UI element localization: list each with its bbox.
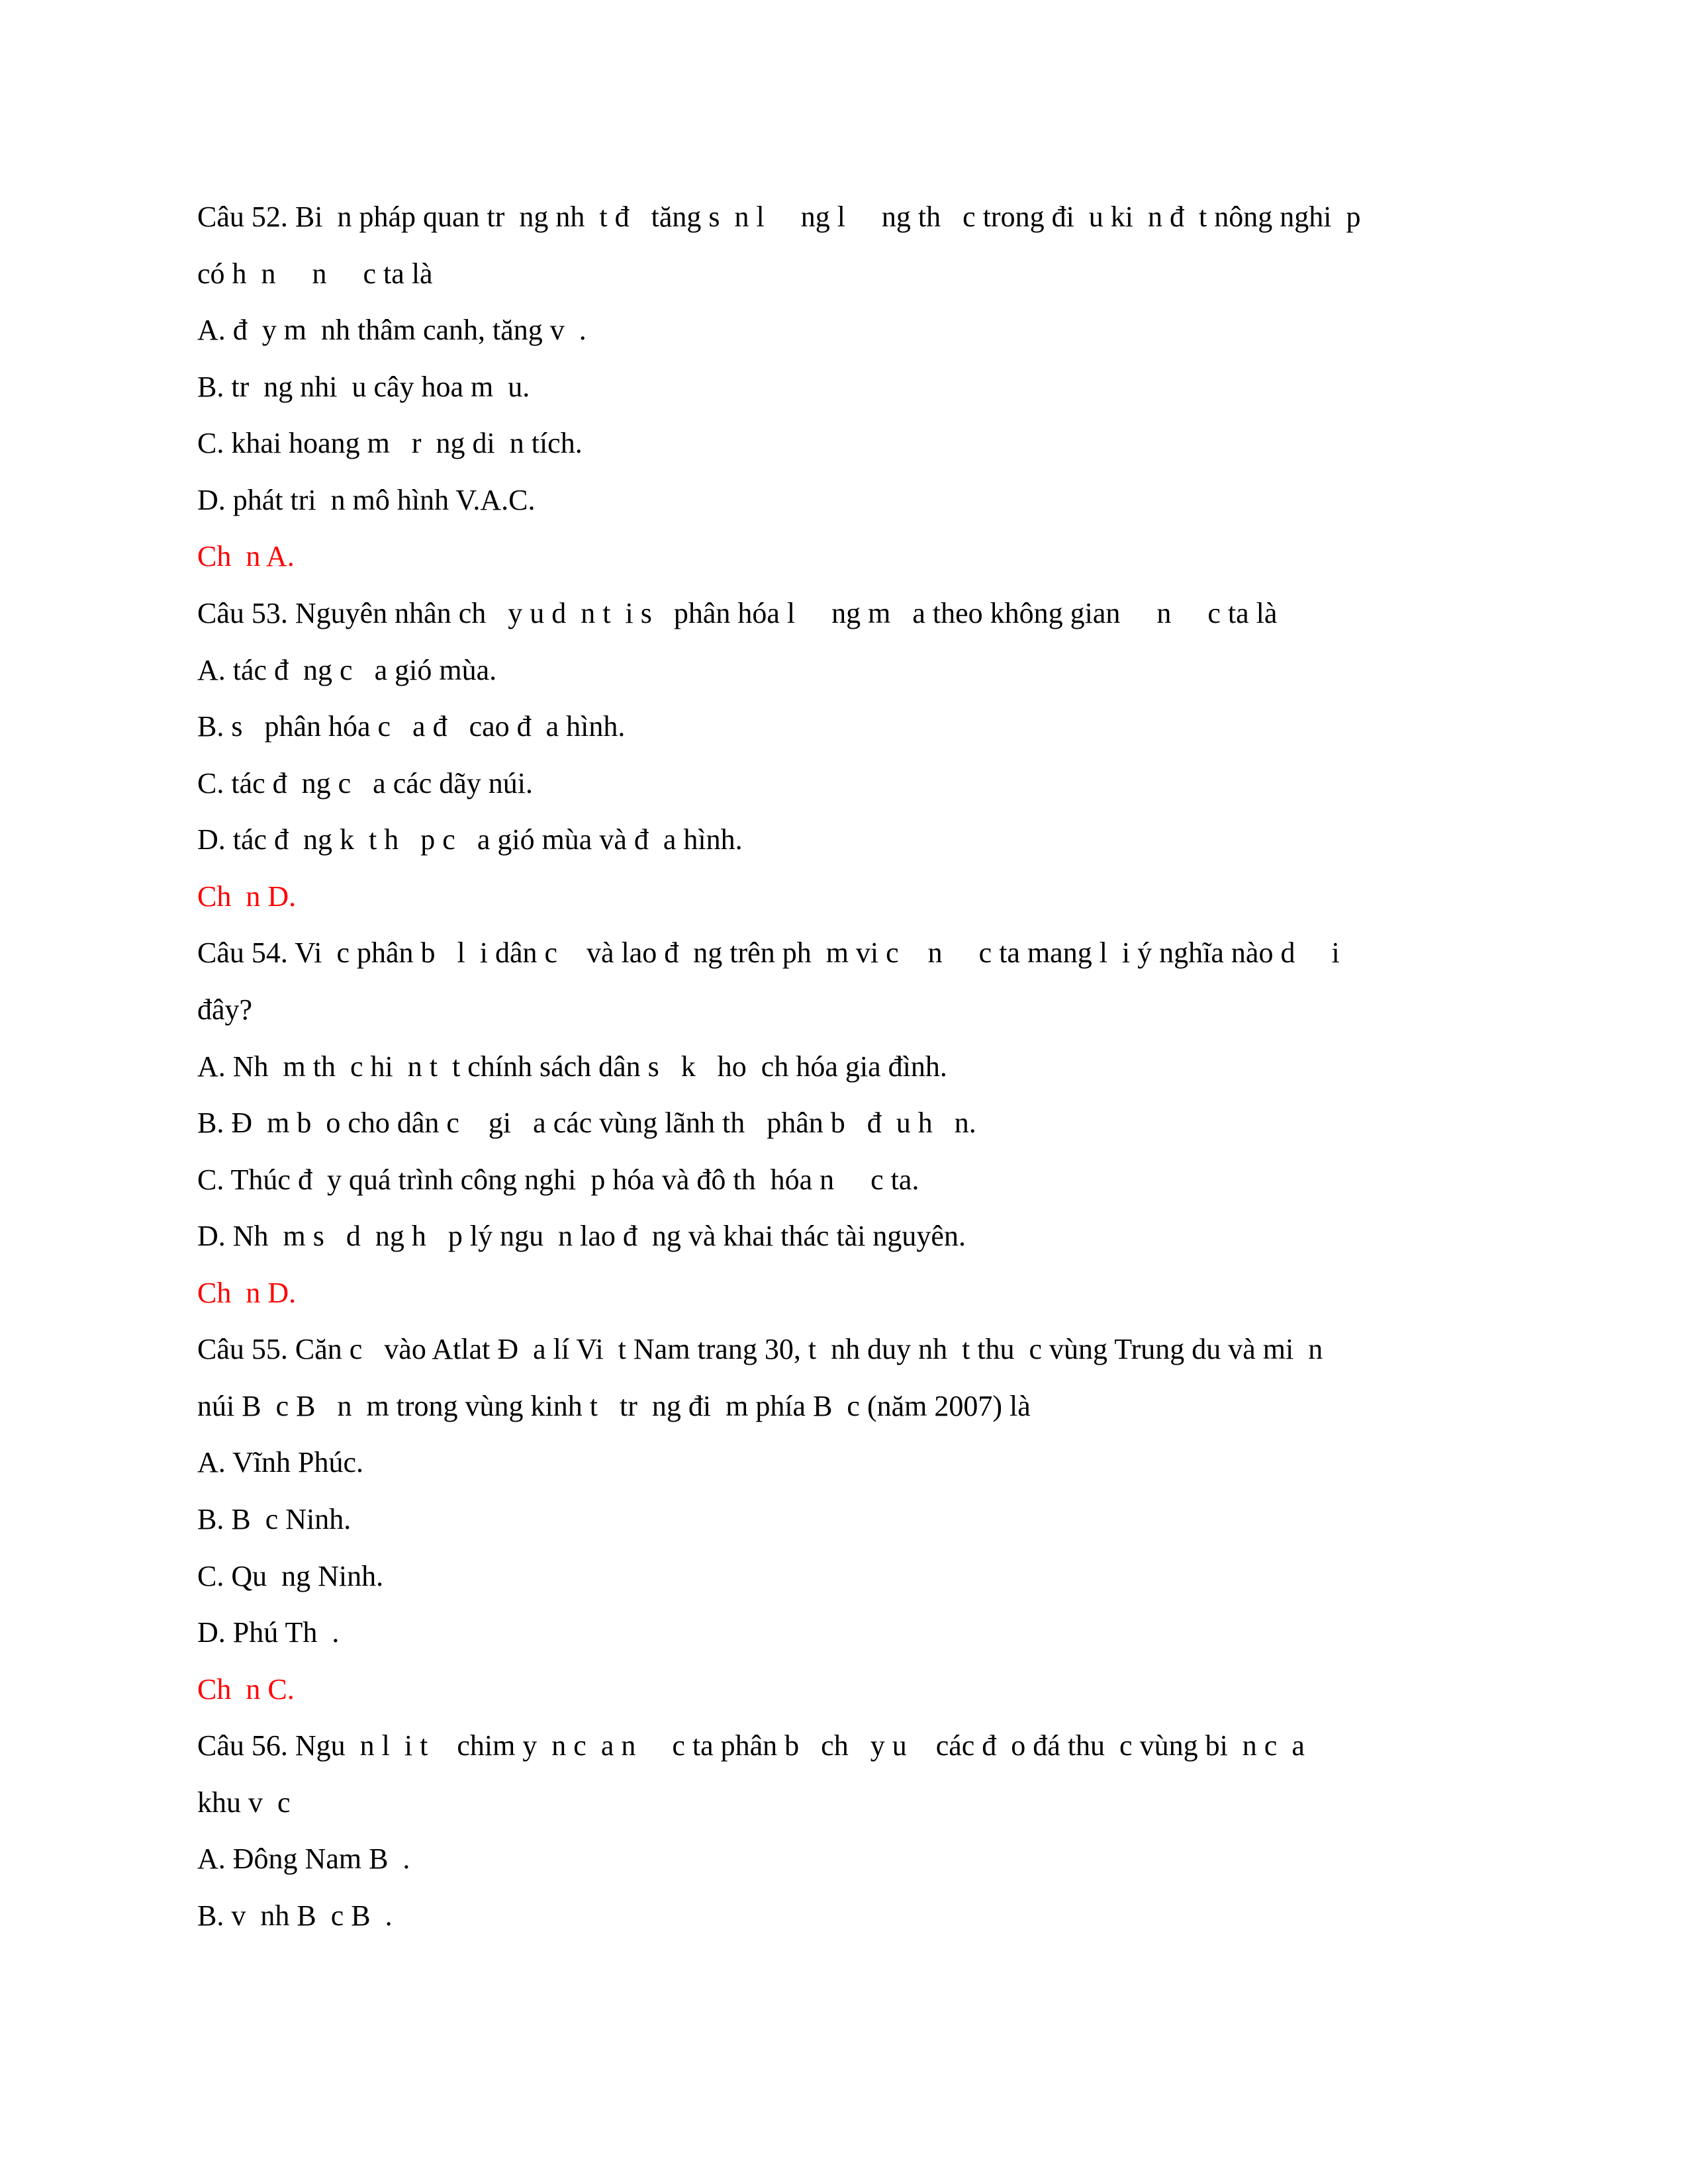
- question-55-option-d: D. Phú Th .: [197, 1616, 340, 1649]
- question-53-answer: Ch n D.: [197, 880, 297, 913]
- question-56-stem-line2: khu v c: [197, 1786, 291, 1819]
- question-53-option-b: B. s phân hóa c a đ cao đ a hình.: [197, 710, 626, 743]
- question-54-stem-line1: Câu 54. Vi c phân b l i dân c và lao đ ng trên ph m vi c n c ta mang l i ý nghĩa nào d i: [197, 936, 1340, 969]
- question-54-answer: Ch n D.: [197, 1277, 297, 1309]
- question-52-stem-line2: có h n n c ta là: [197, 257, 433, 290]
- question-54-option-d: D. Nh m s d ng h p lý ngu n lao đ ng và khai thác tài nguyên.: [197, 1220, 966, 1252]
- question-54-option-b: B. Đ m b o cho dân c gi a các vùng lãnh th phân b đ u h n.: [197, 1107, 976, 1139]
- question-55-stem-line1: Câu 55. Căn c vào Atlat Đ a lí Vi t Nam trang 30, t nh duy nh t thu c vùng Trung du và mi n: [197, 1333, 1323, 1365]
- question-52-option-a: A. đ y m nh thâm canh, tăng v .: [197, 314, 586, 346]
- question-52-answer: Ch n A.: [197, 540, 295, 572]
- question-55-stem-line2: núi B c B n m trong vùng kinh t tr ng đi m phía B c (năm 2007) là: [197, 1390, 1031, 1422]
- question-54-option-a: A. Nh m th c hi n t t chính sách dân s k ho ch hóa gia đình.: [197, 1050, 947, 1083]
- question-56-option-a: A. Đông Nam B .: [197, 1843, 410, 1875]
- question-52-option-d: D. phát tri n mô hình V.A.C.: [197, 484, 536, 516]
- question-52-stem-line1: Câu 52. Bi n pháp quan tr ng nh t đ tăng s n l ng l ng th c trong đi u ki n đ t nông nghi p: [197, 201, 1361, 233]
- question-53-stem-line1: Câu 53. Nguyên nhân ch y u d n t i s phân hóa l ng m a theo không gian n c ta là: [197, 597, 1278, 629]
- question-55-answer: Ch n C.: [197, 1673, 295, 1706]
- question-53-option-c: C. tác đ ng c a các dãy núi.: [197, 767, 534, 799]
- question-52-option-c: C. khai hoang m r ng di n tích.: [197, 427, 583, 459]
- question-55-option-c: C. Qu ng Ninh.: [197, 1560, 384, 1592]
- question-54-stem-line2: đây?: [197, 993, 253, 1026]
- question-55-option-b: B. B c Ninh.: [197, 1503, 352, 1535]
- question-53-option-a: A. tác đ ng c a gió mùa.: [197, 654, 497, 686]
- question-53-option-d: D. tác đ ng k t h p c a gió mùa và đ a hình.: [197, 823, 743, 856]
- question-56-option-b: B. v nh B c B .: [197, 1899, 393, 1932]
- question-56-stem-line1: Câu 56. Ngu n l i t chim y n c a n c ta phân b ch y u các đ o đá thu c vùng bi n c a: [197, 1729, 1305, 1762]
- question-54-option-c: C. Thúc đ y quá trình công nghi p hóa và đô th hóa n c ta.: [197, 1163, 919, 1196]
- question-55-option-a: A. Vĩnh Phúc.: [197, 1446, 363, 1479]
- question-52-option-b: B. tr ng nhi u cây hoa m u.: [197, 371, 530, 403]
